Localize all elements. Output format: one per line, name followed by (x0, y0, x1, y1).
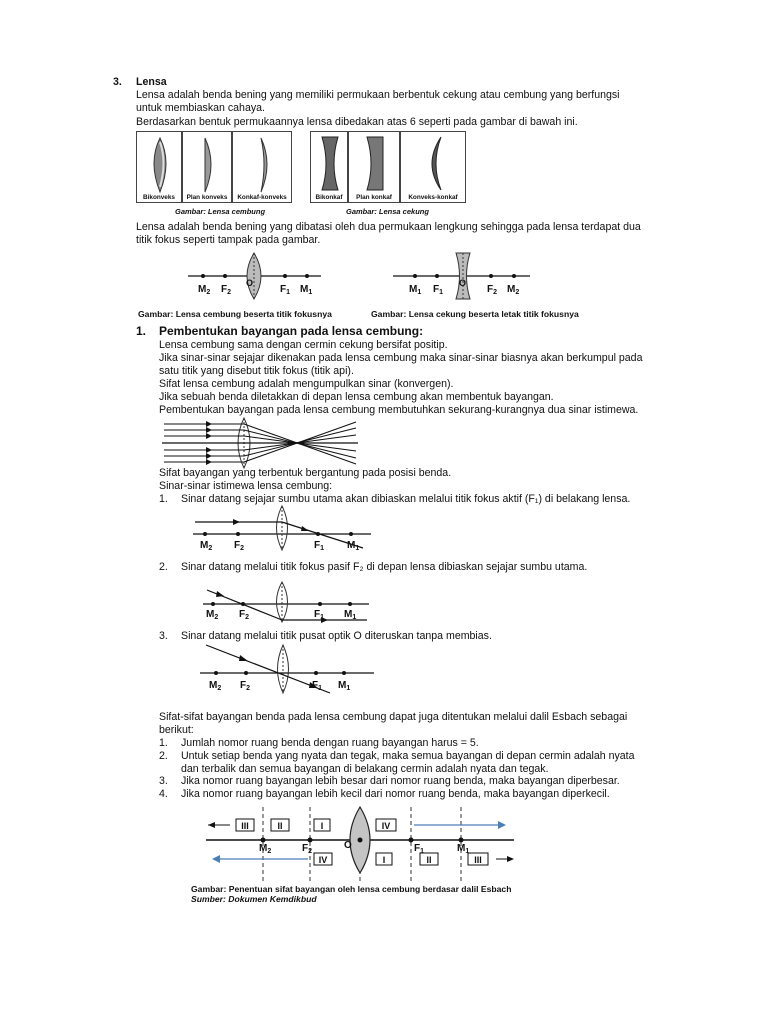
body1-line-2: Jika sinar-sinar sejajar dikenakan pada lensa cembung maka sinar-sinar biasnya akan berkumpul pada (159, 352, 643, 364)
intro-line-2: untuk membiaskan cahaya. (136, 102, 265, 114)
svg-text:F1: $F_1$ (414, 843, 425, 855)
caption-lensa-cekung: Gambar: Lensa cekung (346, 207, 429, 216)
svg-text:O: O (344, 840, 352, 851)
ray-2-text: Sinar datang melalui titik fokus pasif F₂ di depan lensa dibiaskan sejajar sumbu utama. (181, 561, 588, 573)
ray-2-diagram (203, 580, 373, 624)
focus-intro-2: titik fokus seperti tampak pada gambar. (136, 234, 321, 246)
photo-bikonkaf (310, 131, 348, 203)
esbach-rule-1: Jumlah nomor ruang benda dengan ruang bayangan harus = 5. (181, 737, 479, 749)
svg-text:II: II (277, 821, 283, 831)
svg-text:O: O (459, 278, 467, 288)
caption-lensa-cembung: Gambar: Lensa cembung (175, 207, 266, 216)
ray-3-text: Sinar datang melalui titik pusat optik O diteruskan tanpa membias. (181, 630, 492, 642)
svg-text:M2: $M_2$ (507, 284, 520, 296)
intro-line-3: Berdasarkan bentuk permukaannya lensa dibedakan atas 6 seperti pada gambar di bawah ini. (136, 116, 578, 128)
photo-konkaf-konveks (232, 131, 292, 203)
ray-3-diagram (200, 643, 376, 695)
esbach-rule-4-number: 4. (159, 788, 168, 800)
svg-text:M2: $M_2$ (198, 284, 211, 296)
intro-line-1: Lensa adalah benda bening yang memiliki permukaan berbentuk cekung atau cembung yang berfungsi (136, 89, 620, 101)
body2-line-1: Sifat bayangan yang terbentuk bergantung pada posisi benda. (159, 467, 452, 479)
svg-text:M1: $M_1$ (300, 284, 313, 296)
caption-convex-focus: Gambar: Lensa cembung beserta titik fokusnya (138, 309, 332, 319)
svg-text:IV: IV (381, 821, 391, 831)
esbach-rule-2-continued: dan terbalik dan semua bayangan di belakang cermin adalah nyata dan tegak. (181, 763, 549, 775)
svg-text:M2: $M_2$ (206, 609, 219, 621)
subsection-number: 1. (136, 324, 147, 338)
svg-text:F2: $F_2$ (239, 609, 250, 621)
esbach-caption: Gambar: Penentuan sifat bayangan oleh lensa cembung berdasar dalil Esbach (191, 884, 512, 894)
svg-text:F1: $F_1$ (314, 609, 325, 621)
label-bikonkaf: Bikonkaf (315, 194, 343, 201)
svg-text:M2: $M_2$ (200, 540, 213, 552)
photo-plan-konkaf (348, 131, 400, 203)
label-plan-konveks: Plan konveks (186, 194, 228, 201)
body1-line-4: Sifat lensa cembung adalah mengumpulkan sinar (konvergen). (159, 378, 454, 390)
svg-text:M2: $M_2$ (259, 843, 272, 855)
svg-text:M1: $M_1$ (344, 609, 357, 621)
ray-3-number: 3. (159, 630, 168, 642)
ray-2-number: 2. (159, 561, 168, 573)
body2-line-2: Sinar-sinar istimewa lensa cembung: (159, 480, 333, 492)
svg-text:F2: $F_2$ (240, 680, 251, 692)
photo-plan-konveks (182, 131, 232, 203)
svg-text:F2: $F_2$ (487, 284, 498, 296)
svg-text:III: III (474, 855, 482, 865)
esbach-intro-2: berikut: (159, 724, 194, 736)
label-plan-konkaf: Plan konkaf (356, 194, 392, 201)
parallel-rays-diagram (160, 416, 360, 470)
concave-lens-focus-diagram (393, 250, 533, 298)
esbach-rule-2: Untuk setiap benda yang nyata dan tegak, maka semua bayangan di depan cermin adalah nyata (181, 750, 635, 762)
body1-line-1: Lensa cembung sama dengan cermin cekung bersifat positip. (159, 339, 448, 351)
ray-1-text: Sinar datang sejajar sumbu utama akan dibiaskan melalui titik fokus aktif (F₁) di belakang lensa. (181, 493, 631, 505)
svg-text:F1: $F_1$ (280, 284, 291, 296)
svg-text:M1: $M_1$ (409, 284, 422, 296)
photo-konveks-konkaf (400, 131, 466, 203)
body1-line-5: Jika sebuah benda diletakkan di depan lensa cembung akan membentuk bayangan. (159, 391, 554, 403)
body1-line-3: satu titik yang disebut titik fokus (titik api). (159, 365, 354, 377)
svg-text:I: I (382, 855, 386, 865)
esbach-rule-3: Jika nomor ruang bayangan lebih besar dari nomor ruang benda, maka bayangan diperbesar. (181, 775, 620, 787)
svg-text:M1: $M_1$ (457, 843, 470, 855)
esbach-rule-3-number: 3. (159, 775, 168, 787)
convex-lens-focus-diagram (188, 250, 328, 298)
section-number: 3. (113, 76, 122, 88)
svg-text:II: II (426, 855, 432, 865)
focus-intro-1: Lensa adalah benda bening yang dibatasi oleh dua permukaan lengkung sehingga pada lensa terdapat dua (136, 221, 641, 233)
svg-text:M1: $M_1$ (347, 540, 360, 552)
svg-text:M2: $M_2$ (209, 680, 222, 692)
svg-text:O: O (246, 278, 254, 288)
esbach-source: Sumber: Dokumen Kemdikbud (191, 894, 317, 904)
label-bikonveks: Bikonveks (143, 194, 175, 201)
subsection-title: Pembentukan bayangan pada lensa cembung: (159, 324, 424, 338)
label-konveks-konkaf: Konveks-konkaf (408, 194, 458, 201)
svg-text:IV: IV (318, 855, 328, 865)
svg-text:M1: $M_1$ (338, 680, 351, 692)
photo-bikonveks (136, 131, 182, 203)
caption-concave-focus: Gambar: Lensa cekung beserta letak titik fokusnya (371, 309, 579, 319)
ray-1-diagram (193, 504, 373, 550)
esbach-intro-1: Sifat-sifat bayangan benda pada lensa cembung dapat juga ditentukan melalui dalil Esbach sebagai (159, 711, 628, 723)
esbach-rule-2-number: 2. (159, 750, 168, 762)
esbach-room-diagram (206, 805, 514, 885)
label-konkaf-konveks: Konkaf-konveks (237, 194, 287, 201)
svg-text:III: III (241, 821, 249, 831)
body1-line-6: Pembentukan bayangan pada lensa cembung membutuhkan sekurang-kurangnya dua sinar istimewa. (159, 404, 639, 416)
svg-text:F2: $F_2$ (302, 843, 313, 855)
svg-text:F1: $F_1$ (314, 540, 325, 552)
svg-text:I: I (320, 821, 324, 831)
esbach-rule-1-number: 1. (159, 737, 168, 749)
svg-text:F2: $F_2$ (234, 540, 245, 552)
esbach-rule-4: Jika nomor ruang bayangan lebih kecil dari nomor ruang benda, maka bayangan diperkecil. (181, 788, 610, 800)
svg-text:F2: $F_2$ (221, 284, 232, 296)
svg-text:F1: $F_1$ (312, 680, 323, 692)
section-title: Lensa (136, 76, 167, 88)
svg-text:F1: $F_1$ (433, 284, 444, 296)
ray-1-number: 1. (159, 493, 168, 505)
